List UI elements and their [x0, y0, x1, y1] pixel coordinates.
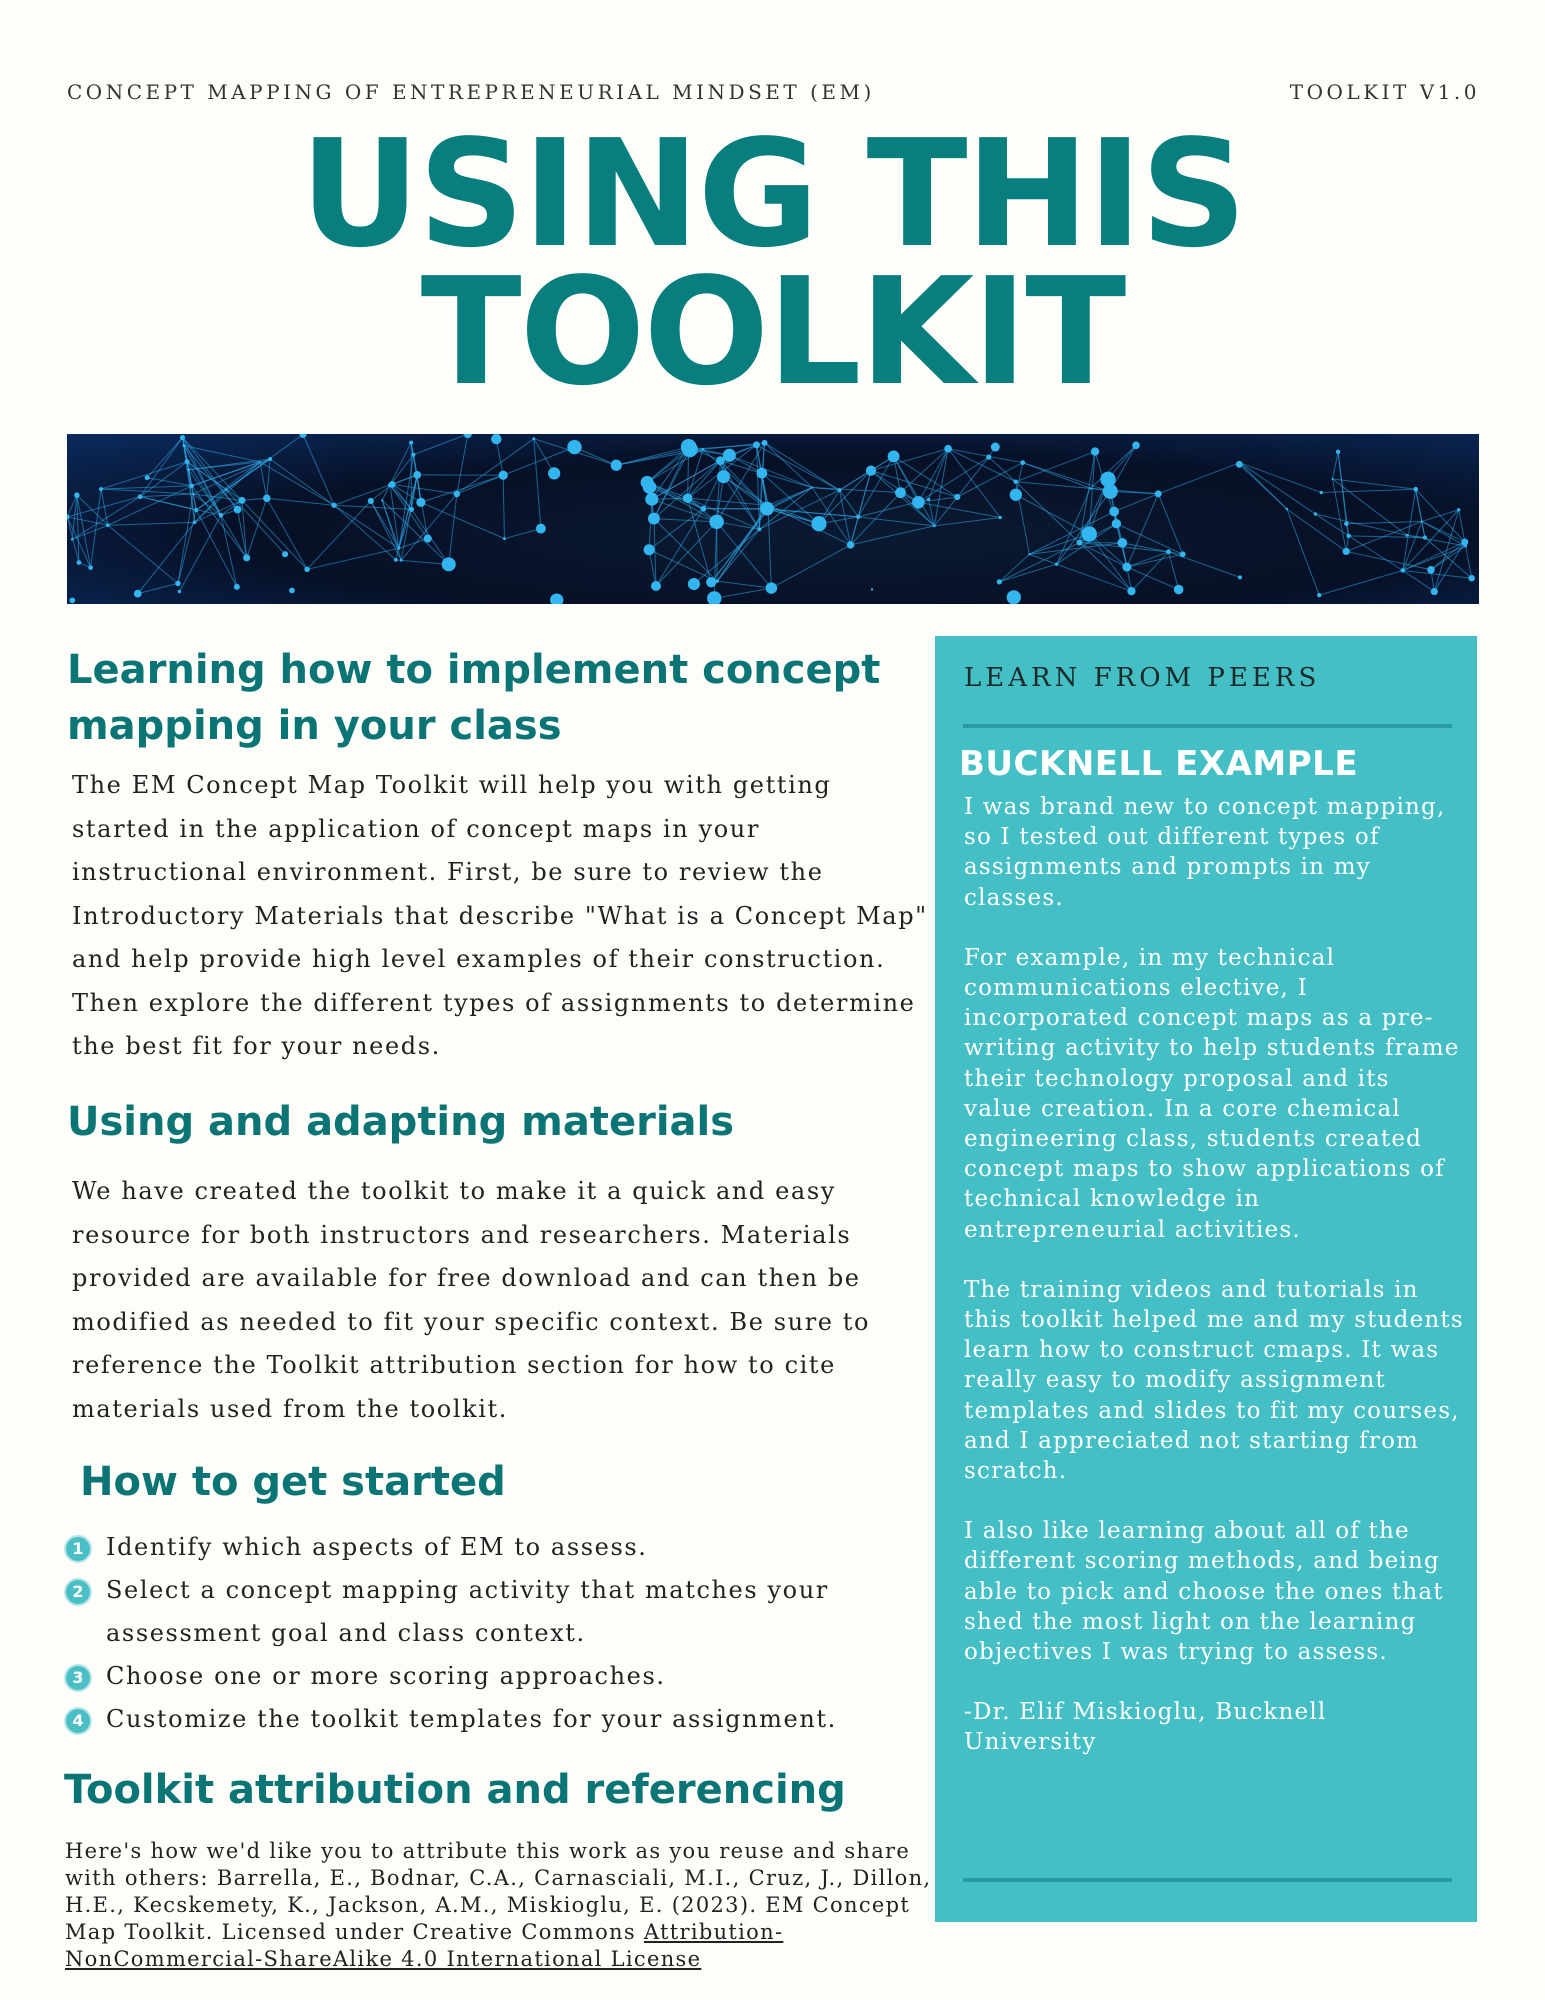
step-number-4-icon: 4 [64, 1707, 92, 1735]
step-text: Choose one or more scoring approaches. [106, 1662, 666, 1690]
license-link[interactable]: Attribution-NonCommercial-ShareAlike 4.0 International License [65, 1920, 784, 1971]
panel-divider-bottom [963, 1878, 1452, 1882]
attribution-body: Here's how we'd like you to attribute this work as you reuse and share with others: Barrella, E., Bodnar, C.A., Carnasciali, M.I., Cruz, J., Dillon, H.E., Kecskemety, K., Jackson, A.M., Miskioglu, E. (2023). EM Concept Map Toolkit. Licensed under Creative Commons [65, 1839, 932, 1944]
page-title [0, 108, 1545, 418]
list-item [60, 1569, 920, 1655]
panel-quote [964, 792, 1464, 1788]
step-text: Customize the toolkit templates for your assignment. [106, 1705, 837, 1733]
quote-paragraph: For example, in my technical communications elective, I incorporated concept maps as a pre-writing activity to help students frame their technology proposal and its value creation. In a core chemical engineering class, students created concept maps to show applications of technical knowledge in entrepreneurial activities. [964, 944, 1460, 1243]
section-heading-learning: Learning how to implement concept mapping in your class [67, 647, 881, 749]
section-body-adapting: We have created the toolkit to make it a quick and easy resource for both instructors and researchers. Materials provided are available for free download and can then be modified as needed to fit your specific context. Be sure to reference the Toolkit attribution section for how to cite materials used from the toolkit. [72, 1177, 871, 1423]
section-learning [67, 642, 937, 754]
network-illustration [67, 434, 1479, 604]
list-item [60, 1526, 920, 1569]
quote-paragraph: The training videos and tutorials in this toolkit helped me and my students learn how to construct cmaps. It was really easy to modify assignment templates and slides to fit my courses, and I appreciated not starting from scratch. [964, 1276, 1464, 1485]
quote-paragraph: I also like learning about all of the different scoring methods, and being able to pick and choose the ones that shed the most light on the learning objectives I was trying to assess. [964, 1518, 1444, 1666]
step-number-1-icon: 1 [64, 1535, 92, 1563]
panel-title: BUCKNELL EXAMPLE [959, 744, 1359, 784]
panel-label: LEARN FROM PEERS [964, 663, 1321, 693]
step-text: Identify which aspects of EM to assess. [106, 1533, 648, 1561]
network-links [67, 434, 1471, 598]
step-number-3-icon: 3 [64, 1664, 92, 1692]
quote-attribution: -Dr. Elif Miskioglu, Bucknell University [964, 1699, 1327, 1756]
section-heading-attribution: Toolkit attribution and referencing [64, 1767, 846, 1813]
list-item [60, 1698, 920, 1741]
section-get-started [80, 1454, 940, 1510]
step-number-2-icon: 2 [64, 1578, 92, 1606]
step-text: Select a concept mapping activity that matches your assessment goal and class context. [106, 1576, 829, 1647]
network-banner-image [67, 434, 1479, 604]
panel-divider-top [963, 724, 1452, 728]
header-series-title: CONCEPT MAPPING OF ENTREPRENEURIAL MINDSET (EM) [67, 80, 875, 104]
steps-list [60, 1526, 920, 1741]
quote-paragraph: I was brand new to concept mapping, so I tested out different types of assignments and prompts in my classes. [964, 794, 1446, 911]
learn-from-peers-panel [935, 636, 1477, 1922]
section-attribution [64, 1762, 944, 1818]
list-item [60, 1655, 920, 1698]
section-heading-get-started: How to get started [80, 1459, 506, 1505]
attribution-text [65, 1838, 945, 1973]
section-adapting [67, 1094, 937, 1150]
section-body-learning: The EM Concept Map Toolkit will help you with getting started in the application of concept maps in your instructional environment. First, be sure to review the Introductory Materials that describe "What is a Concept Map" and help provide high level examples of their construction. Then explore the different types of assignments to determine the best fit for your needs. [72, 771, 928, 1060]
header-version: TOOLKIT V1.0 [1289, 80, 1480, 104]
section-heading-adapting: Using and adapting materials [67, 1099, 735, 1145]
page-title-line-2: TOOLKIT [420, 246, 1125, 418]
page-title-line-1: USING THIS [299, 108, 1246, 280]
